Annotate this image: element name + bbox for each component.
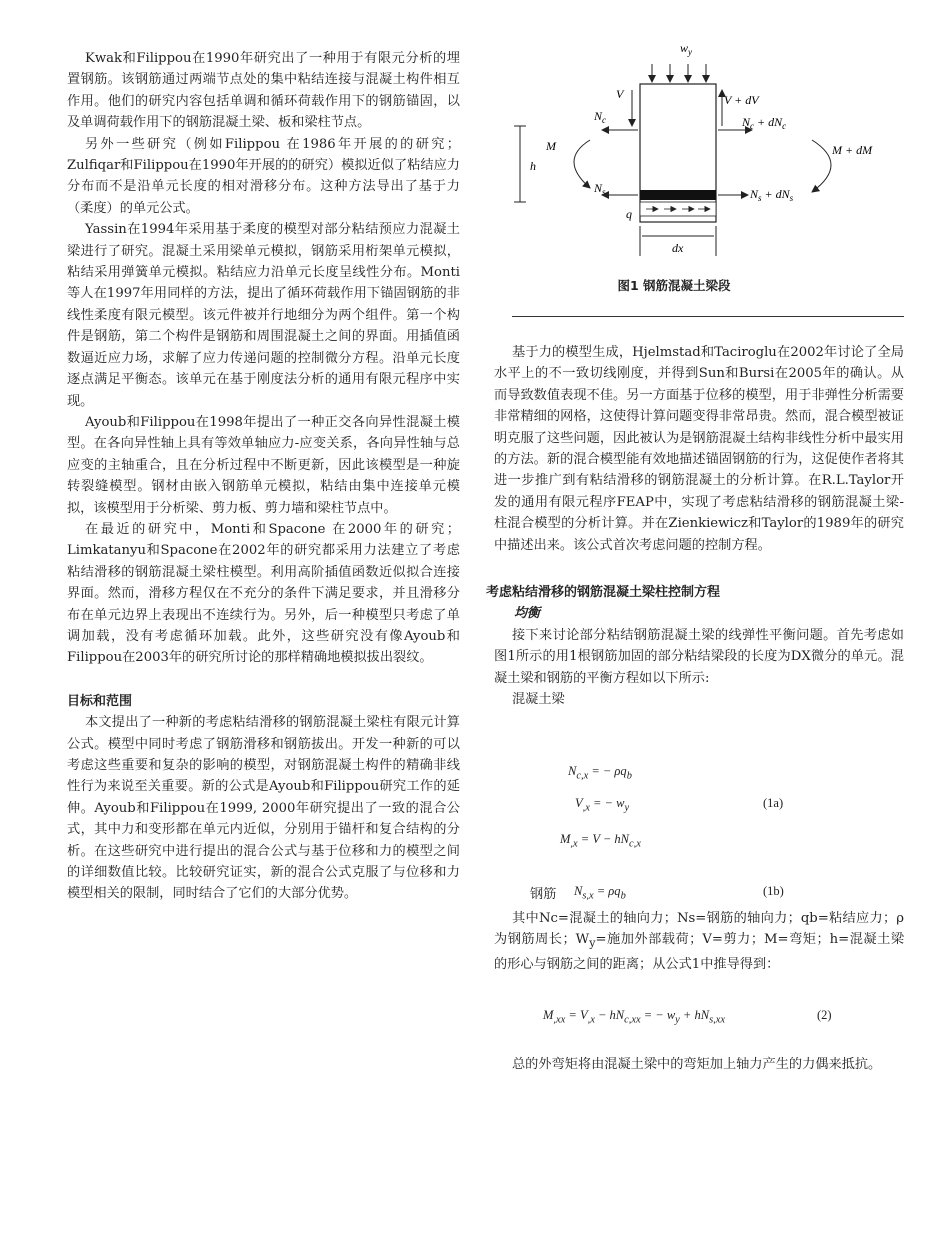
- label-M: M: [546, 139, 556, 153]
- equation-number-2: (2): [817, 1008, 832, 1022]
- paragraph: Yassin在1994年采用基于柔度的模型对部分粘结预应力混凝土梁进行了研究。混凝土采用梁单元模拟，钢筋采用桁架单元模拟，粘结采用弹簧单元模拟。粘结应力沿单元长度呈线性分布。Monti等人在1997年用同样的方法，提出了循环荷载作用下锚固钢筋的非线性柔度有限元模型。该元件被并行地细分为两个组件。第一个构件是钢筋，第二个构件是钢筋和周围混凝土之间的界面。用插值函数逼近应力场，求解了应力传递问题的控制微分方程。沿单元长度逐点满足平衡态。该单元在基于刚度法分析的通用有限元程序中实现。: [67, 222, 460, 409]
- equation-number-1b: (1b): [763, 884, 784, 898]
- section-heading-governing-equations: 考虑粘结滑移的钢筋混凝土梁柱控制方程: [486, 585, 721, 601]
- rebar-band: [640, 190, 716, 200]
- divider: [512, 316, 904, 317]
- label-wy: $w_y$: [680, 42, 693, 57]
- paragraph: 接下来讨论部分粘结钢筋混凝土梁的线弹性平衡问题。首先考虑如图1所示的用1根钢筋加固的部分粘结梁段的长度为DX微分的单元。混凝土梁和钢筋的平衡方程如以下所示:: [494, 627, 904, 686]
- equation-number-1a: (1a): [763, 796, 784, 810]
- paragraph: 在最近的研究中，Monti和Spacone 在2000年的研究；Limkatanyu和Spacone在2002年的研究都采用力法建立了考虑粘结滑移的钢筋混凝土梁柱模型。利用高阶插值函数近似拟合连接界面。然而，滑移方程仅在不充分的条件下满足要求，并且滑移分布在单元边界上表现出不连续行为。另外，后一种模型只考虑了单调加载，没有考虑循环加载。此外，这些研究没有像Ayoub和Filippou在2003年的研究所讨论的那样精确地模拟拔出裂纹。: [67, 521, 460, 666]
- paragraph-definitions: 其中Nc=混凝土的轴向力；Ns=钢筋的轴向力；qb=粘结应力；ρ为钢筋周长；$W_y=$施加外部载荷；V=剪力；M=弯矩；h=混凝土梁的形心与钢筋之间的距离；从公式1中推导得到：: [494, 911, 905, 973]
- label-MdM: M + dM: [832, 143, 873, 157]
- beam-element: [640, 84, 716, 222]
- label-V: V: [616, 87, 624, 101]
- label-h: h: [530, 159, 536, 173]
- label-Nc: $N_c$: [594, 109, 607, 125]
- paragraph: 另外一些研究（例如Filippou 在1986年开展的的研究；Zulfiqar和Filippou在1990年开展的的研究）模拟近似了粘结应力分布而不是沿单元长度的相对滑移分布。这种方法导出了基于力（柔度）的单元公式。: [67, 136, 460, 216]
- label-VdV: V + dV: [724, 93, 759, 107]
- paragraph: 基于力的模型生成，Hjelmstad和Taciroglu在2002年讨论了全局水平上的不一致切线刚度，并得到Sun和Bursi在2005年的确认。从而导致数值表现不佳。另一方面基于位移的模型，用于非弹性分析需要非常精细的网格，这使得计算问题变得非常昂贵。然而，混合模型被证明克服了这些问题，因此被认为是钢筋混凝土结构非线性分析中最实用的方法。新的混合模型能有效地描述锚固钢筋的行为，这促使作者将其进一步推广到有粘结滑移的钢筋混凝土的分析计算。在R.L.Taylor开发的通用有限元程序FEAP中，实现了考虑粘结滑移的钢筋混凝土梁-柱混合模型的分析计算。并在Zienkiewicz和Taylor的1989年的研究中描述出来。该公式首次考虑问题的控制方程。: [494, 345, 904, 553]
- equation-2: $M_{,xx} = V_{,x} - hN_{c,xx}$ = − $w_y + hN_{s,xx}$: [543, 1008, 725, 1026]
- beam-segment-figure: [512, 42, 904, 262]
- steel-label: 钢筋: [530, 887, 557, 902]
- concrete-label: 混凝土梁: [512, 692, 565, 708]
- paragraph: 本文提出了一种新的考虑粘结滑移的钢筋混凝土梁柱有限元计算公式。模型中同时考虑了钢筋滑移和钢筋拔出。开发一种新的可以考虑这些重要和复杂的影响的模型，对钢筋混凝土构件的精确非线性行为来说至关重要。新的公式是Ayoub和Filippou研究工作的延伸。Ayoub和Filippou在1999, 2000年研究提出了一致的混合公式，其中力和变形都在单元内近似，分别用于锚杆和复合结构的分析。在这些研究中进行提出的混合公式与基于位移和力的模型之间的详细数值比较。比较研究证实，新的混合公式克服了与位移和力模型相关的限制，同时结合了它们的大部分优势。: [67, 715, 460, 902]
- equation-1b: $N_{s,x} = \rho q_b$: [574, 884, 626, 902]
- subheading-equilibrium: 均衡: [514, 606, 541, 622]
- paragraph: Kwak和Filippou在1990年研究出了一种用于有限元分析的埋置钢筋。该钢筋通过两端节点处的集中粘结连接与混凝土构件相互作用。他们的研究内容包括单调和循环荷载作用下的钢筋锚固，以及单调荷载作用下的钢筋混凝土梁、板和梁柱节点。: [67, 51, 460, 131]
- label-NcdNc: $N_c + dN_c$: [742, 115, 787, 131]
- moment-arrow-left: [574, 140, 590, 188]
- left-column: [67, 48, 460, 905]
- moment-arrow-right: [812, 140, 831, 192]
- right-column: [486, 342, 904, 711]
- label-dx: dx: [672, 241, 684, 255]
- equation-1a-line2: $V_{,x}$ = − $w_y$: [575, 796, 630, 814]
- label-q: q: [626, 207, 632, 221]
- equation-1a-line3: $M_{,x} = V - hN_{c,x}$: [560, 832, 641, 850]
- figure-caption: 图1 钢筋混凝土梁段: [617, 278, 731, 293]
- label-Ns: $N_s$: [594, 181, 606, 197]
- section-heading-objectives: 目标和范围: [67, 693, 133, 709]
- paragraph: Ayoub和Filippou在1998年提出了一种正交各向异性混凝土模型。在各向异性轴上具有等效单轴应力-应变关系，各向异性轴与总应变的主轴重合，且在分析过程中不断更新，因此该模型是一种旋转裂缝模型。钢材由嵌入钢筋单元模拟，粘结由集中连接单元模拟，该模型用于分析梁、剪力板、剪力墙和梁柱节点中。: [67, 414, 460, 516]
- label-NsdNs: $N_s + dN_s$: [750, 187, 794, 203]
- equation-1a-line1: $N_{c,x}$ = − $\rho q_b$: [568, 764, 632, 782]
- paragraph: 总的外弯矩将由混凝土梁中的弯矩加上轴力产生的力偶来抵抗。: [512, 1057, 882, 1072]
